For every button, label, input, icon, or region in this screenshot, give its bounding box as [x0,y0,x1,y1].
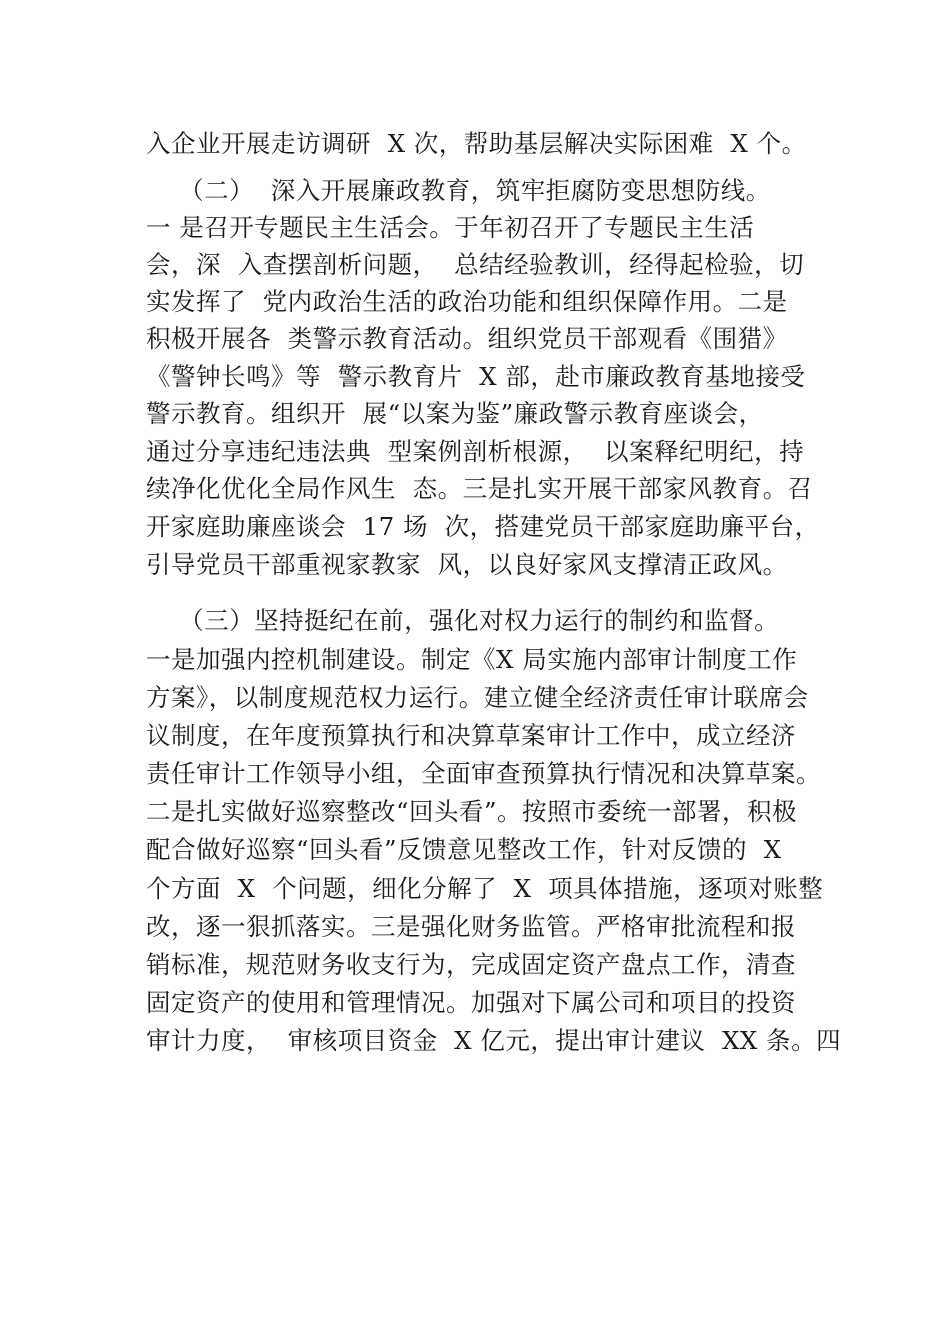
text-line: 固定资产的使用和管理情况。加强对下属公司和项目的投资 [146,988,796,1017]
text-line: 二是扎实做好巡察整改“回头看”。按照市委统一部署，积极 [146,797,798,826]
text-line: 个方面 X 个问题，细化分解了 X 项具体措施，逐项对账整 [146,874,824,903]
text-line: 开家庭助廉座谈会 17 场 次，搭建党员干部家庭助廉平台， [146,512,820,541]
text-line: 责任审计工作领导小组，全面审查预算执行情况和决算草案。 [146,759,821,788]
text-line: 配合做好巡察“回头看”反馈意见整改工作，针对反馈的 X [146,835,782,864]
text-line: 一 是召开专题民主生活会。于年初召开了专题民主生活 [146,213,755,242]
section-heading-3: （三）坚持挺纪在前，强化对权力运行的制约和监督。 [146,606,780,635]
text-line: 通过分享违纪违法典 型案例剖析根源， 以案释纪明纪，持 [146,437,805,466]
text-line: 议制度，在年度预算执行和决算草案审计工作中，成立经济 [146,721,796,750]
text-line: 警示教育。组织开 展“以案为鉴”廉政警示教育座谈会， [146,399,764,428]
text-line: 销标准，规范财务收支行为，完成固定资产盘点工作，清查 [146,950,796,979]
text-line: 一是加强内控机制建设。制定《X 局实施内部审计制度工作 [146,645,798,674]
text-line: 引导党员干部重视家教家 风，以良好家风支撑清正政风。 [146,550,788,579]
text-line: 实发挥了 党内政治生活的政治功能和组织保障作用。二是 [146,287,788,316]
text-line: 积极开展各 类警示教育活动。组织党员干部观看《围猎》 [146,324,788,353]
text-line: 方案》，以制度规范权力运行。建立健全经济责任审计联席会 [146,683,809,712]
text-line: 会，深 入查摆剖析问题， 总结经验教训，经得起检验，切 [146,250,805,279]
text-line: 《警钟长鸣》等 警示教育片 X 部，赴市廉政教育基地接受 [146,362,806,391]
section-heading-2: （二） 深入开展廉政教育，筑牢拒腐防变思想防线。 [146,176,771,205]
text-line: 改，逐一狠抓落实。三是强化财务监管。严格审批流程和报 [146,912,796,941]
text-line: 入企业开展走访调研 X 次，帮助基层解决实际困难 X 个。 [146,129,807,158]
text-line: 审计力度， 审核项目资金 X 亿元，提出审计建议 XX 条。四 [146,1026,842,1055]
text-line: 续净化优化全局作风生 态。三是扎实开展干部家风教育。召 [146,474,813,503]
